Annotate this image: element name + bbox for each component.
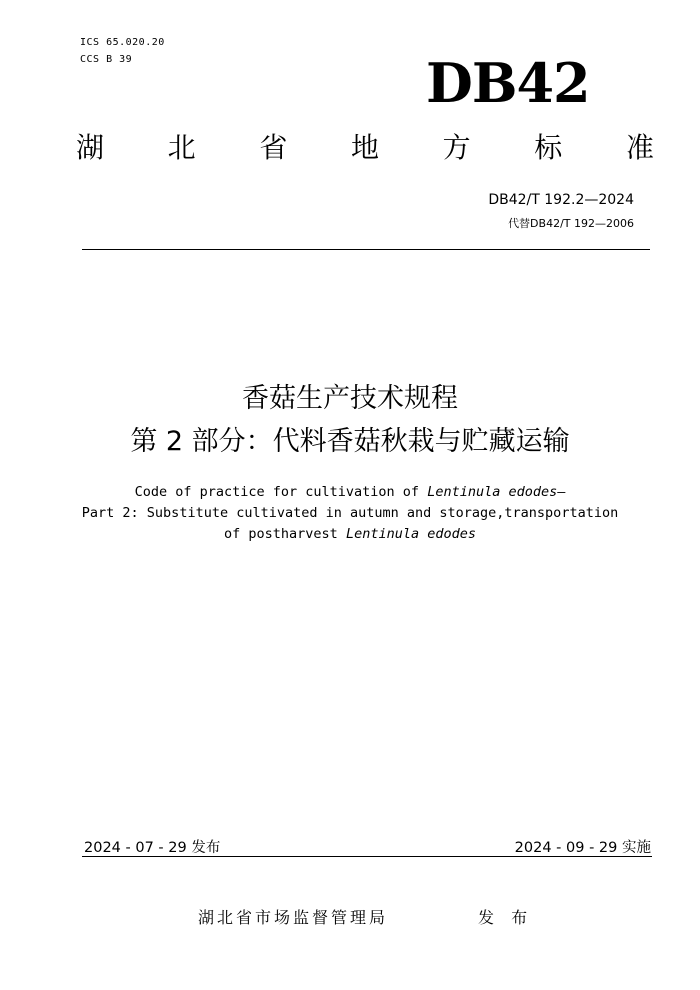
- db-logo: DB42: [426, 51, 590, 115]
- publisher: 湖北省市场监督管理局: [198, 908, 389, 927]
- standard-type-char: 省: [259, 131, 288, 164]
- title-en-line1: [0, 486, 700, 500]
- species-name: Lentinula edodes: [427, 484, 558, 500]
- publish-label: 发 布: [478, 908, 534, 927]
- standard-type-char: 北: [167, 131, 196, 164]
- title-en-line3-text: of postharvest: [224, 526, 346, 542]
- standard-type-char: 地: [350, 131, 379, 164]
- header-divider: [82, 249, 650, 250]
- standard-type-char: 准: [625, 131, 654, 164]
- title-cn-part: 第 2 部分：代料香菇秋栽与贮藏运输: [130, 426, 570, 457]
- title-en-line2: Part 2: Substitute cultivated in autumn and storage,transportation: [81, 505, 619, 521]
- title-en-line1-text: Code of practice for cultivation of: [134, 484, 428, 500]
- species-name: Lentinula edodes: [345, 526, 476, 542]
- title-cn-main: 香菇生产技术规程: [242, 383, 458, 414]
- standard-number: DB42/T 192.2—2024: [488, 192, 634, 208]
- footer-divider: [82, 856, 652, 857]
- ccs-code: CCS B 39: [80, 54, 133, 65]
- ics-code: ICS 65.020.20: [80, 37, 165, 48]
- publish-date: 2024 - 07 - 29 发布: [84, 840, 221, 856]
- standard-type-char: 方: [442, 131, 471, 164]
- standard-type: [76, 131, 654, 164]
- standard-type-char: 湖: [76, 131, 105, 164]
- standard-type-char: 标: [534, 131, 563, 164]
- replaces-standard: 代替DB42/T 192—2006: [508, 217, 634, 230]
- implement-date: 2024 - 09 - 29 实施: [514, 840, 651, 856]
- title-en-dash: —: [557, 484, 566, 500]
- title-en-line3: [0, 528, 700, 542]
